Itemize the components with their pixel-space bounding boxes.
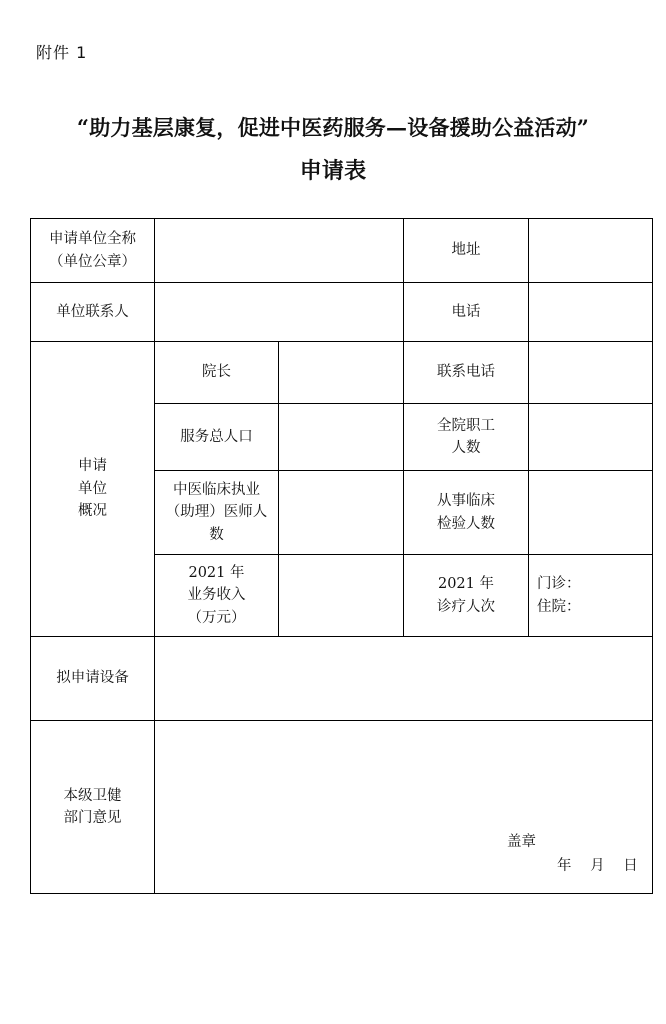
form-row-contact <box>31 283 653 342</box>
label-outpatient: 门诊： <box>537 576 581 593</box>
label-tcm-practitioners-line1: 中医临床执业 <box>173 481 260 498</box>
label-income-line3: （万元） <box>187 609 246 626</box>
label-director: 院长 <box>155 342 279 404</box>
page-subtitle: 申请表 <box>299 158 367 184</box>
field-service-population[interactable] <box>279 404 404 471</box>
label-unit-full-name <box>31 219 155 283</box>
field-health-dept-opinion[interactable] <box>155 721 653 894</box>
field-phone[interactable] <box>529 283 653 342</box>
attachment-label: 附件 1 <box>36 43 88 62</box>
label-tcm-practitioners-line2: （助理）医师人 <box>165 504 268 521</box>
label-lab-staff-line2: 检验人数 <box>437 515 495 532</box>
label-visits <box>404 555 529 637</box>
label-income-line2: 业务收入 <box>187 587 246 604</box>
label-phone: 电话 <box>404 283 529 342</box>
field-address[interactable] <box>529 219 653 283</box>
field-lab-staff[interactable] <box>529 471 653 555</box>
label-unit-full-name-line2: （单位公章） <box>49 253 136 270</box>
label-planned-equipment: 拟申请设备 <box>31 637 155 721</box>
label-health-dept-opinion-line2: 部门意见 <box>63 810 122 826</box>
form-row-equipment <box>31 637 653 721</box>
label-health-dept-opinion-line1: 本级卫健 <box>63 787 122 804</box>
label-unit-full-name-line1: 申请单位全称 <box>49 231 136 248</box>
field-income[interactable] <box>279 555 404 637</box>
field-unit-contact[interactable] <box>155 283 404 342</box>
page-title: “助力基层康复，促进中医药服务—设备援助公益活动” <box>76 115 590 140</box>
date-label: 年 月 日 <box>557 858 638 874</box>
label-inpatient: 住院： <box>537 598 581 615</box>
label-unit-overview-line1: 申请 <box>78 458 107 475</box>
label-contact-phone: 联系电话 <box>404 342 529 404</box>
application-form-table <box>30 218 653 894</box>
field-director[interactable] <box>279 342 404 404</box>
field-tcm-practitioners[interactable] <box>279 471 404 555</box>
label-staff-count-line2: 人数 <box>451 440 481 456</box>
label-address: 地址 <box>404 219 529 283</box>
label-unit-contact: 单位联系人 <box>31 283 155 342</box>
seal-label: 盖章 <box>507 834 536 850</box>
label-tcm-practitioners-line3: 数 <box>209 526 224 543</box>
label-health-dept-opinion <box>31 721 155 894</box>
field-visits[interactable] <box>529 555 653 637</box>
form-row-unit-name <box>31 219 653 283</box>
label-unit-overview-line3: 概况 <box>78 503 107 520</box>
label-income-line1: 2021 年 <box>188 564 245 581</box>
label-visits-line1: 2021 年 <box>437 576 494 593</box>
label-lab-staff-line1: 从事临床 <box>437 493 495 510</box>
label-unit-overview-line2: 单位 <box>78 480 107 497</box>
label-staff-count-line1: 全院职工 <box>437 417 495 434</box>
label-income <box>155 555 279 637</box>
label-lab-staff <box>404 471 529 555</box>
field-contact-phone[interactable] <box>529 342 653 404</box>
field-planned-equipment[interactable] <box>155 637 653 721</box>
label-visits-line2: 诊疗人次 <box>437 598 495 615</box>
form-row-opinion <box>31 721 653 894</box>
label-staff-count <box>404 404 529 471</box>
form-row-director <box>31 342 653 404</box>
label-tcm-practitioners <box>155 471 279 555</box>
label-service-population: 服务总人口 <box>155 404 279 471</box>
label-unit-overview <box>31 342 155 637</box>
field-staff-count[interactable] <box>529 404 653 471</box>
field-unit-full-name[interactable] <box>155 219 404 283</box>
